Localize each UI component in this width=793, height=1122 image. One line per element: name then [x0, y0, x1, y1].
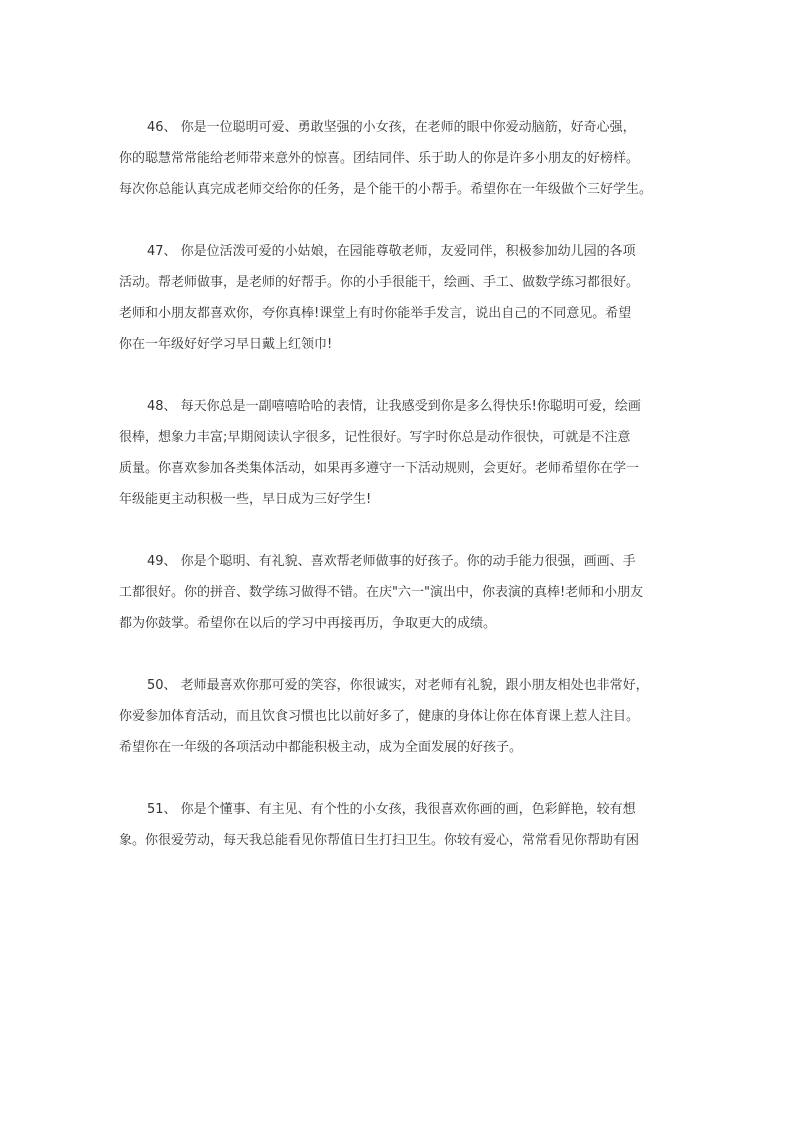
- paragraph-line: 年级能更主动积极一些，早日成为三好学生!: [119, 492, 372, 507]
- paragraph-line: 你在一年级好好学习早日戴上红领巾!: [119, 337, 333, 352]
- paragraph-line: 工都很好。你的拼音、数学练习做得不错。在庆"六一"演出中，你表演的真棒!老师和小朋友: [119, 585, 644, 600]
- comment-paragraph-48: [119, 391, 679, 515]
- document-body: [119, 112, 679, 887]
- comment-paragraph-49: [119, 546, 679, 639]
- comment-paragraph-50: [119, 670, 679, 763]
- paragraph-line: 象。你很爱劳动，每天我总能看见你帮值日生打扫卫生。你较有爱心，常常看见你帮助有困: [119, 833, 640, 848]
- paragraph-line: 质量。你喜欢参加各类集体活动，如果再多遵守一下活动规则，会更好。老师希望你在学一: [119, 461, 640, 476]
- paragraph-line: 你的聪慧常常能给老师带来意外的惊喜。团结同伴、乐于助人的你是许多小朋友的好榜样。: [119, 151, 640, 166]
- paragraph-line: 51、 你是个懂事、有主见、有个性的小女孩，我很喜欢你画的画，色彩鲜艳，较有想: [147, 802, 636, 817]
- paragraph-line: 很棒，想象力丰富;早期阅读认字很多，记性很好。写字时你总是动作很快，可就是不注意: [119, 430, 631, 445]
- comment-paragraph-46: [119, 112, 679, 205]
- paragraph-line: 50、 老师最喜欢你那可爱的笑容，你很诚实，对老师有礼貌，跟小朋友相处也非常好，: [147, 678, 649, 693]
- comment-paragraph-51: [119, 794, 679, 856]
- comment-paragraph-47: [119, 236, 679, 360]
- paragraph-line: 都为你鼓掌。希望你在以后的学习中再接再历，争取更大的成绩。: [119, 616, 497, 631]
- paragraph-line: 活动。帮老师做事，是老师的好帮手。你的小手很能干，绘画、手工、做数学练习都很好。: [119, 275, 640, 290]
- paragraph-line: 49、 你是个聪明、有礼貌、喜欢帮老师做事的好孩子。你的动手能力很强，画画、手: [147, 554, 636, 569]
- paragraph-line: 希望你在一年级的各项活动中都能积极主动，成为全面发展的好孩子。: [119, 740, 523, 755]
- paragraph-line: 48、 每天你总是一副嘻嘻哈哈的表情，让我感受到你是多么得快乐!你聪明可爱，绘画: [147, 399, 641, 414]
- paragraph-line: 47、 你是位活泼可爱的小姑娘，在园能尊敬老师，友爱同伴，积极参加幼儿园的各项: [147, 244, 636, 259]
- paragraph-line: 每次你总能认真完成老师交给你的任务，是个能干的小帮手。希望你在一年级做个三好学生。: [119, 182, 653, 197]
- paragraph-line: 老师和小朋友都喜欢你，夸你真棒!课堂上有时你能举手发言，说出自己的不同意见。希望: [119, 306, 632, 321]
- paragraph-line: 46、 你是一位聪明可爱、勇敢坚强的小女孩，在老师的眼中你爱动脑筋，好奇心强，: [147, 120, 636, 135]
- paragraph-line: 你爱参加体育活动，而且饮食习惯也比以前好多了，健康的身体让你在体育课上惹人注目。: [119, 709, 640, 724]
